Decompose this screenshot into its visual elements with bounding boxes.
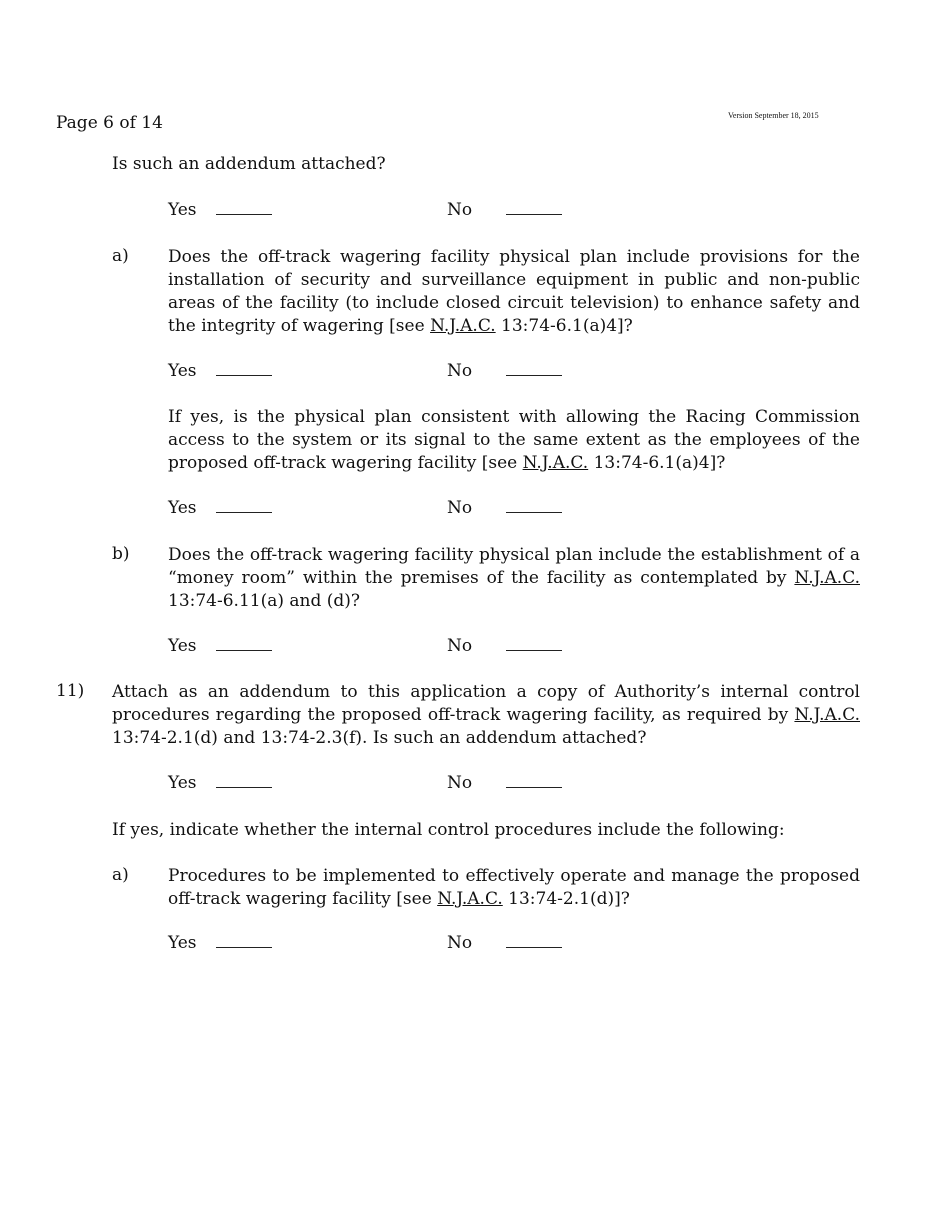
question-text-end: 13:74-6.1(a)4]? xyxy=(588,453,726,473)
citation: N.J.A.C. xyxy=(794,705,860,725)
yes-label: Yes xyxy=(168,636,197,656)
yes-no-row xyxy=(168,933,272,953)
question-text-end: 13:74-2.1(d)]? xyxy=(502,889,630,909)
yes-label: Yes xyxy=(168,200,197,220)
question-a-procedures xyxy=(168,865,860,911)
question-text: Procedures to be implemented to effectively operate and manage the proposed off-track wagering facility [see xyxy=(168,866,860,909)
citation: N.J.A.C. xyxy=(430,316,496,336)
no-label: No xyxy=(447,933,473,953)
item-marker: a) xyxy=(112,246,129,266)
question-11-followup: If yes, indicate whether the internal control procedures include the following: xyxy=(112,820,785,840)
question-a-followup xyxy=(168,406,860,475)
version-date: Version September 18, 2015 xyxy=(728,111,819,120)
question-text: If yes, is the physical plan consistent with allowing the Racing Commission access to the system or its signal to the same extent as the employees of the proposed off-track wagering facility [see xyxy=(168,407,860,473)
no-blank[interactable] xyxy=(506,773,562,788)
question-text-end: 13:74-6.11(a) and (d)? xyxy=(168,591,361,611)
yes-label: Yes xyxy=(168,361,197,381)
citation: N.J.A.C. xyxy=(522,453,589,473)
no-blank[interactable] xyxy=(506,200,562,215)
no-group xyxy=(447,361,562,381)
no-group xyxy=(447,200,562,220)
question-a-security xyxy=(168,246,860,338)
no-group xyxy=(447,773,562,793)
question-text-end: 13:74-6.1(a)4]? xyxy=(495,316,633,336)
no-group xyxy=(447,636,562,656)
yes-blank[interactable] xyxy=(216,773,272,788)
no-label: No xyxy=(447,200,473,220)
question-text: Does the off-track wagering facility physical plan include provisions for the installation of security and surveillance equipment in public and non-public areas of the facility (to include closed circuit television) to enhance safety and the integrity of wagering [see xyxy=(168,247,860,336)
yes-blank[interactable] xyxy=(216,200,272,215)
yes-no-row xyxy=(168,200,272,220)
yes-blank[interactable] xyxy=(216,636,272,651)
yes-no-row xyxy=(168,636,272,656)
no-blank[interactable] xyxy=(506,636,562,651)
no-group xyxy=(447,498,562,518)
no-label: No xyxy=(447,498,473,518)
citation: N.J.A.C. xyxy=(794,568,860,588)
yes-blank[interactable] xyxy=(216,933,272,948)
yes-no-row xyxy=(168,498,272,518)
yes-no-row xyxy=(168,773,272,793)
yes-blank[interactable] xyxy=(216,498,272,513)
yes-label: Yes xyxy=(168,498,197,518)
yes-label: Yes xyxy=(168,933,197,953)
question-text: Does the off-track wagering facility physical plan include the establishment of a “money room” within the premises of the facility as contemplated by xyxy=(168,545,860,588)
no-blank[interactable] xyxy=(506,361,562,376)
no-label: No xyxy=(447,773,473,793)
no-group xyxy=(447,933,562,953)
addendum-question: Is such an addendum attached? xyxy=(112,154,386,174)
item-marker: a) xyxy=(112,865,129,885)
citation: N.J.A.C. xyxy=(437,889,503,909)
item-marker: b) xyxy=(112,544,130,564)
yes-label: Yes xyxy=(168,773,197,793)
yes-blank[interactable] xyxy=(216,361,272,376)
no-label: No xyxy=(447,636,473,656)
no-blank[interactable] xyxy=(506,933,562,948)
no-label: No xyxy=(447,361,473,381)
yes-no-row xyxy=(168,361,272,381)
page-number: Page 6 of 14 xyxy=(56,113,163,133)
question-11-internal-controls xyxy=(112,681,860,750)
question-text: Attach as an addendum to this application a copy of Authority’s internal control procedures regarding the proposed off-track wagering facility, as required by xyxy=(112,682,860,725)
question-b-money-room xyxy=(168,544,860,613)
item-marker: 11) xyxy=(56,681,85,701)
no-blank[interactable] xyxy=(506,498,562,513)
question-text-end: 13:74-2.1(d) and 13:74-2.3(f). Is such an addendum attached? xyxy=(112,728,647,748)
